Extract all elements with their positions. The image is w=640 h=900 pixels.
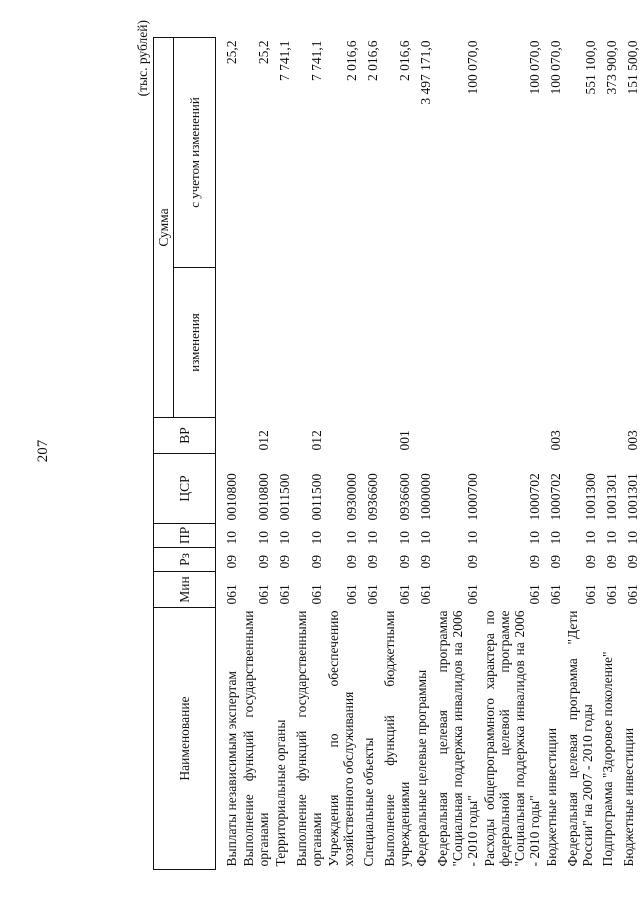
row-csr: 1000000 (418, 473, 433, 521)
row-min: 061 (625, 584, 640, 605)
table-row (216, 37, 241, 869)
row-name: Бюджетные инвестиции (621, 727, 636, 867)
row-total: 2 016,6 (344, 40, 359, 81)
row-pr: 10 (344, 531, 359, 545)
row-pr: 10 (256, 531, 271, 545)
row-changes (240, 268, 272, 418)
row-vr (272, 418, 293, 454)
row-pr: 10 (583, 531, 598, 545)
row-name: Федеральная целевая программа "Дети России" на 2007 - 2010 годы (565, 610, 595, 867)
row-min: 061 (465, 584, 480, 605)
row-name: Выполнение функций государственными органами (294, 610, 324, 867)
row-vr (599, 418, 620, 454)
row-csr: 1001301 (625, 473, 640, 521)
col-with-changes-header: с учетом изменений (174, 37, 216, 267)
row-changes (413, 268, 434, 418)
row-name: Подпрограмма "Здоровое поколение" (600, 651, 615, 867)
row-name: Бюджетные инвестиции (544, 727, 559, 867)
row-changes (620, 268, 640, 418)
row-csr: 0011500 (309, 473, 324, 521)
page-number: 207 (35, 439, 51, 463)
row-vr (360, 418, 381, 454)
table-row (413, 37, 434, 869)
row-changes (325, 268, 360, 418)
table-row (434, 37, 481, 869)
table-header (154, 37, 216, 869)
row-csr: 1000700 (465, 473, 480, 521)
table-row (272, 37, 293, 869)
row-rz: 09 (583, 555, 598, 569)
row-name: Выполнение функций бюджетными учреждениями (382, 610, 412, 867)
row-changes (599, 268, 620, 418)
col-changes-header: изменения (174, 268, 216, 418)
table-row (325, 37, 360, 869)
row-rz: 09 (548, 555, 563, 569)
row-vr (216, 418, 241, 454)
row-total: 2 016,6 (397, 40, 412, 81)
col-csr-header: ЦСР (154, 454, 216, 524)
row-rz: 09 (604, 555, 619, 569)
row-min: 061 (365, 584, 380, 605)
row-name: Специальные объекты (361, 737, 376, 867)
row-vr: 012 (256, 430, 271, 451)
row-pr: 10 (309, 531, 324, 545)
row-rz: 09 (277, 555, 292, 569)
row-vr (325, 418, 360, 454)
col-min-header: Мин (154, 572, 216, 608)
row-csr: 1000702 (548, 473, 563, 521)
row-vr: 003 (625, 430, 640, 451)
row-csr: 1001301 (604, 473, 619, 521)
row-min: 061 (309, 584, 324, 605)
row-csr: 1001300 (583, 473, 598, 521)
row-min: 061 (277, 584, 292, 605)
row-rz: 09 (465, 555, 480, 569)
row-rz: 09 (397, 555, 412, 569)
col-vr-header: ВР (154, 418, 216, 454)
col-pr-header: ПР (154, 524, 216, 548)
row-name: Учреждения по обеспечению хозяйственного обслуживания (326, 610, 356, 867)
row-csr: 0011500 (277, 473, 292, 521)
row-rz: 09 (365, 555, 380, 569)
row-pr: 10 (397, 531, 412, 545)
row-min: 061 (583, 584, 598, 605)
row-total: 7 741,1 (277, 40, 292, 81)
table-row (360, 37, 381, 869)
row-total: 7 741,1 (309, 40, 324, 81)
row-pr: 10 (365, 531, 380, 545)
row-csr: 0010800 (256, 473, 271, 521)
row-min: 061 (527, 584, 542, 605)
row-pr: 10 (277, 531, 292, 545)
row-total: 551 100,0 (583, 40, 598, 95)
row-changes (381, 268, 413, 418)
row-pr: 10 (224, 531, 239, 545)
row-csr: 0010800 (224, 473, 239, 521)
row-total: 25,2 (256, 40, 271, 65)
row-min: 061 (548, 584, 563, 605)
row-rz: 09 (527, 555, 542, 569)
row-total: 151 500,0 (625, 40, 640, 95)
table-row (564, 37, 599, 869)
row-min: 061 (418, 584, 433, 605)
row-changes (481, 268, 543, 418)
row-name: Выполнение функций государственными органами (241, 610, 271, 867)
row-csr: 0936600 (365, 473, 380, 521)
budget-table (153, 37, 640, 870)
row-csr: 0930000 (344, 473, 359, 521)
row-pr: 10 (604, 531, 619, 545)
row-total: 25,2 (224, 40, 239, 65)
row-total: 2 016,6 (365, 40, 380, 81)
row-changes (293, 268, 325, 418)
row-pr: 10 (527, 531, 542, 545)
row-vr (564, 418, 599, 454)
table-row (240, 37, 272, 869)
col-rz-header: Рз (154, 548, 216, 572)
row-pr: 10 (625, 531, 640, 545)
row-total: 100 070,0 (548, 40, 563, 95)
row-vr: 012 (309, 430, 324, 451)
row-rz: 09 (344, 555, 359, 569)
row-rz: 09 (418, 555, 433, 569)
row-total: 100 070,0 (527, 40, 542, 95)
row-total: 3 497 171,0 (418, 40, 433, 105)
row-min: 061 (224, 584, 239, 605)
row-changes (543, 268, 564, 418)
row-rz: 09 (256, 555, 271, 569)
row-changes (564, 268, 599, 418)
row-vr (481, 418, 543, 454)
row-rz: 09 (224, 555, 239, 569)
row-csr: 0936600 (397, 473, 412, 521)
row-min: 061 (256, 584, 271, 605)
col-name-header: Наименование (154, 608, 216, 870)
row-min: 061 (604, 584, 619, 605)
row-vr (413, 418, 434, 454)
row-pr: 10 (548, 531, 563, 545)
row-changes (272, 268, 293, 418)
row-total: 373 900,0 (604, 40, 619, 95)
row-pr: 10 (465, 531, 480, 545)
row-changes (216, 268, 241, 418)
row-vr (434, 418, 481, 454)
table-row (543, 37, 564, 869)
table-row (381, 37, 413, 869)
row-changes (434, 268, 481, 418)
row-total: 100 070,0 (465, 40, 480, 95)
row-name: Расходы общепрограммного характера по федеральной целевой программе "Социальная поддержка инвалидов на 2006 - 2010 годы" (482, 610, 542, 867)
rotated-page (85, 0, 640, 900)
table-row (293, 37, 325, 869)
row-csr: 1000702 (527, 473, 542, 521)
row-vr: 001 (397, 430, 412, 451)
row-rz: 09 (309, 555, 324, 569)
row-min: 061 (397, 584, 412, 605)
row-name: Территориальные органы (273, 719, 288, 867)
units-note: (тыс. рублей) (135, 20, 150, 97)
row-rz: 09 (625, 555, 640, 569)
table-row (620, 37, 640, 869)
row-vr: 003 (548, 430, 563, 451)
row-min: 061 (344, 584, 359, 605)
row-name: Федеральная целевая программа "Социальная поддержка инвалидов на 2006 - 2010 годы" (435, 610, 480, 867)
table-row (481, 37, 543, 869)
col-sum-group-header: Сумма (154, 37, 174, 417)
row-changes (360, 268, 381, 418)
row-name: Выплаты независимым экспертам (224, 671, 239, 867)
row-name: Федеральные целевые программы (414, 669, 429, 867)
row-pr: 10 (418, 531, 433, 545)
table-row (599, 37, 620, 869)
